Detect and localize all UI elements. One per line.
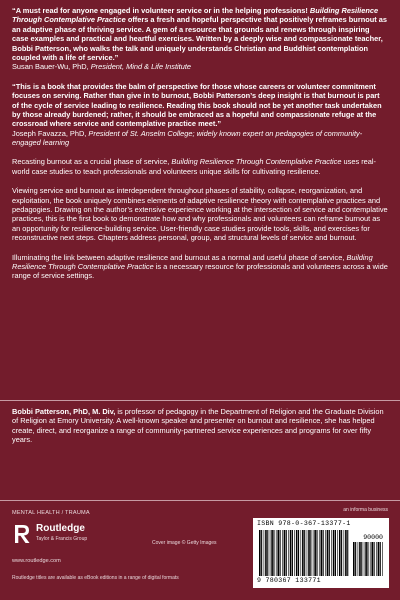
barcode-bars — [259, 530, 349, 576]
barcode-digits: 9 780367 133771 — [257, 577, 321, 584]
barcode-stripe — [367, 542, 368, 576]
barcode-stripe — [264, 530, 265, 576]
barcode-stripe — [327, 530, 329, 576]
barcode-stripe — [378, 542, 380, 576]
author-bio — [12, 407, 388, 445]
barcode-stripe — [301, 530, 302, 576]
quote-2-body: “This is a book that provides the balm of perspective for those whose careers or volunteer commitment focuses on serving. Rather than give in to burnout, Bobbi Patterson’s deep insight is that burnout is part of the cycle of service leading to resilience. Reading this book should not be yet another task undertaken by those already burdened; rather, it should be embraced as a hopeful and compassionate refuge at the crossroad where service and contemplative practice meet.” — [12, 81, 382, 129]
quote-1-book-title: Building Resilience Through Contemplative Practice — [12, 6, 379, 25]
barcode-stripe — [284, 530, 286, 576]
barcode-stripe — [344, 530, 345, 576]
barcode-stripe — [319, 530, 320, 576]
para-3-book-title: Building Resilience Through Contemplative Practice — [12, 252, 373, 271]
quote-1-attribution — [12, 62, 388, 71]
barcode-stripe — [355, 542, 356, 576]
barcode-stripe — [382, 542, 383, 576]
author-name: Bobbi Patterson, PhD, M. Div, — [12, 407, 116, 416]
barcode-stripe — [276, 530, 277, 576]
price-barcode-bars — [353, 542, 383, 576]
barcode-stripe — [347, 530, 348, 576]
barcode-stripe — [371, 542, 373, 576]
price-code: 90000 — [363, 534, 383, 541]
para-1-book-title: Building Resilience Through Contemplative Practice — [171, 157, 342, 167]
barcode-stripe — [290, 530, 292, 576]
barcode-stripe — [361, 542, 362, 576]
ebook-note: Routledge titles are available as eBook editions in a range of digital formats — [12, 575, 179, 581]
para-1-text-b: uses real-world case studies to teach professionals and volunteers unique skills for cultivating resilience. — [12, 157, 376, 176]
divider-bottom — [0, 500, 400, 501]
barcode-stripe — [307, 530, 308, 576]
barcode-stripe — [282, 530, 283, 576]
cover-text-block — [12, 6, 388, 281]
barcode-stripe — [314, 530, 316, 576]
barcode-stripe — [359, 542, 361, 576]
barcode-stripe — [261, 530, 262, 576]
routledge-r-icon — [12, 523, 32, 545]
barcode-stripe — [294, 530, 295, 576]
quote-1-body: offers a fresh and hopeful perspective that positively reframes burnout as an adaptive phase of thriving service. A gem of a resource that grounds and renews through inspiring case examples and practical and heartful exercises. Written by a deeply wise and compassionate teacher, Bobbi Patterson, who walks the talk and uniquely understands Christian and Buddhist contemplation coupled with a life of service.” — [12, 15, 387, 62]
barcode-stripe — [364, 542, 365, 576]
barcode-stripe — [288, 530, 289, 576]
barcode-stripe — [358, 542, 359, 576]
barcode-stripe — [353, 542, 355, 576]
informa-note: an informa business — [343, 507, 388, 513]
barcode-stripe — [298, 530, 299, 576]
barcode-stripe — [370, 542, 371, 576]
barcode-stripe — [310, 530, 311, 576]
quote-2-author: Joseph Favazza, PhD, — [12, 128, 89, 138]
barcode-stripe — [292, 530, 293, 576]
barcode-stripe — [337, 530, 338, 576]
cover-image-credit: Cover image © Getty Images — [152, 540, 217, 546]
barcode-stripe — [270, 530, 271, 576]
isbn-number: ISBN 978-0-367-13377-1 — [257, 520, 351, 527]
description-paragraph-3 — [12, 253, 388, 281]
quote-1 — [12, 6, 388, 62]
barcode-stripe — [280, 530, 281, 576]
barcode-stripe — [286, 530, 287, 576]
barcode-stripe — [374, 542, 375, 576]
barcode-stripe — [345, 530, 347, 576]
barcode-stripe — [271, 530, 273, 576]
barcode-stripe — [273, 530, 274, 576]
barcode-stripe — [380, 542, 381, 576]
publisher-website: www.routledge.com — [12, 558, 61, 564]
divider-top — [0, 400, 400, 401]
isbn-barcode — [253, 518, 389, 588]
barcode-stripe — [329, 530, 330, 576]
publisher-logo — [12, 521, 102, 551]
description-paragraph-1 — [12, 157, 388, 176]
barcode-stripe — [331, 530, 332, 576]
quote-1-opening: “A must read for anyone engaged in volunteer service or in the helping professions! — [12, 6, 308, 15]
quote-1-author: Susan Bauer-Wu, PhD, — [12, 62, 91, 72]
barcode-stripe — [325, 530, 326, 576]
barcode-stripe — [316, 530, 317, 576]
barcode-stripe — [296, 530, 298, 576]
barcode-stripe — [265, 530, 267, 576]
publisher-group: Taylor & Francis Group — [36, 536, 88, 542]
quote-2 — [12, 82, 388, 129]
barcode-stripe — [376, 542, 377, 576]
para-3-text-a: Illuminating the link between adaptive resilience and burnout as a normal and useful phase of service, — [12, 252, 347, 262]
barcode-stripe — [277, 530, 279, 576]
barcode-stripe — [333, 530, 335, 576]
quote-1-role: President, Mind & Life Institute — [90, 62, 191, 72]
barcode-stripe — [323, 530, 324, 576]
barcode-stripe — [267, 530, 268, 576]
author-bio-text: is professor of pedagogy in the Department of Religion and the Graduate Division of Religion at Emory University. A well-known speaker and presenter on burnout and resilience, she has helped create, direct, and reorganize a range of community-partnered service experiences and programs for over fifty years. — [12, 407, 384, 445]
barcode-stripe — [365, 542, 367, 576]
quote-2-attribution — [12, 129, 388, 148]
barcode-stripe — [339, 530, 341, 576]
publisher-name: Routledge — [36, 523, 85, 534]
barcode-stripe — [321, 530, 323, 576]
para-3-text-b: is a necessary resource for professionals and volunteers across a wide range of service settings. — [12, 261, 388, 281]
quote-2-role: President of St. Anselm College; widely known expert on pedagogies of community-engaged learning — [12, 128, 363, 148]
barcode-stripe — [313, 530, 314, 576]
barcode-stripe — [259, 530, 261, 576]
description-paragraph-2: Viewing service and burnout as interdependent throughout phases of stability, collapse, reorganization, and exploitation, the book uniquely combines elements of adaptive resilience theory with contemplative practices and pedagogies. Drawing on the author’s extensive experience working at the intersection of service and contemplative practices, this is the first book to demonstrate how and why professionals and volunteers can reframe burnout as an opportunity for resilience-building service. User-friendly case studies provide tools, skills, and exercises for reconstructive next steps. Chapters address personal, group, and structural levels of service and burnout. — [12, 186, 388, 243]
barcode-stripe — [304, 530, 305, 576]
para-1-text-a: Recasting burnout as a crucial phase of service, — [12, 157, 172, 167]
barcode-stripe — [341, 530, 342, 576]
barcode-stripe — [302, 530, 304, 576]
barcode-stripe — [308, 530, 310, 576]
cover-footer — [0, 506, 400, 600]
subject-category: MENTAL HEALTH / TRAUMA — [12, 510, 90, 516]
barcode-stripe — [335, 530, 336, 576]
